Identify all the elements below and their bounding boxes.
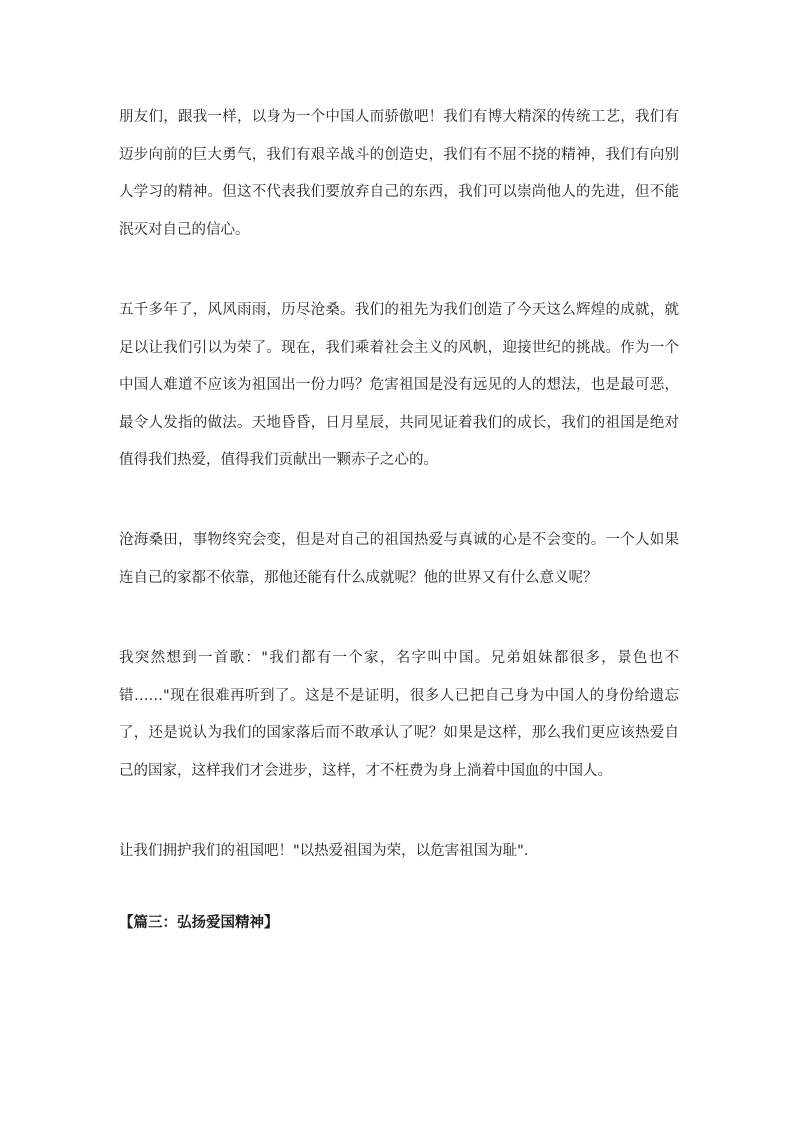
paragraph-history: 五千多年了，风风雨雨，历尽沧桑。我们的祖先为我们创造了今天这么辉煌的成就，就足以让我们引以为荣了。现在，我们乘着社会主义的风帆，迎接世纪的挑战。作为一个中国人难道不应该为祖国出一份力吗？危害祖国是没有远见的人的想法，也是最可恶，最令人发指的做法。天地昏昏，日月星辰，共同见证着我们的成长，我们的祖国是绝对值得我们热爱，值得我们贡献出一颗赤子之心的。: [119, 302, 679, 468]
paragraph-pride: 朋友们，跟我一样，以身为一个中国人而骄傲吧！我们有博大精深的传统工艺，我们有迈步向前的巨大勇气，我们有艰辛战斗的创造史，我们有不屈不挠的精神，我们有向别人学习的精神。但这不代表我们要放弃自己的东西，我们可以崇尚他人的先进，但不能泯灭对自己的信心。: [119, 109, 679, 238]
paragraph-song: 我突然想到一首歌："我们都有一个家，名字叫中国。兄弟姐妹都很多，景色也不错……"现在很难再听到了。这是不是证明，很多人已把自己身为中国人的身份给遗忘了，还是说认为我们的国家落后而不敢承认了呢？如果是这样，那么我们更应该热爱自己的国家，这样我们才会进步，这样，才不枉费为身上淌着中国血的中国人。: [119, 650, 679, 779]
paragraph-call-to-action: 让我们拥护我们的祖国吧！"以热爱祖国为荣，以危害祖国为耻".: [119, 843, 529, 859]
section-heading: 【篇三：弘扬爱国精神】: [119, 915, 279, 931]
paragraph-unchanging-heart: 沧海桑田，事物终究会变，但是对自己的祖国热爱与真诚的心是不会变的。一个人如果连自己的家都不依靠，那他还能有什么成就呢？他的世界又有什么意义呢？: [119, 532, 679, 586]
